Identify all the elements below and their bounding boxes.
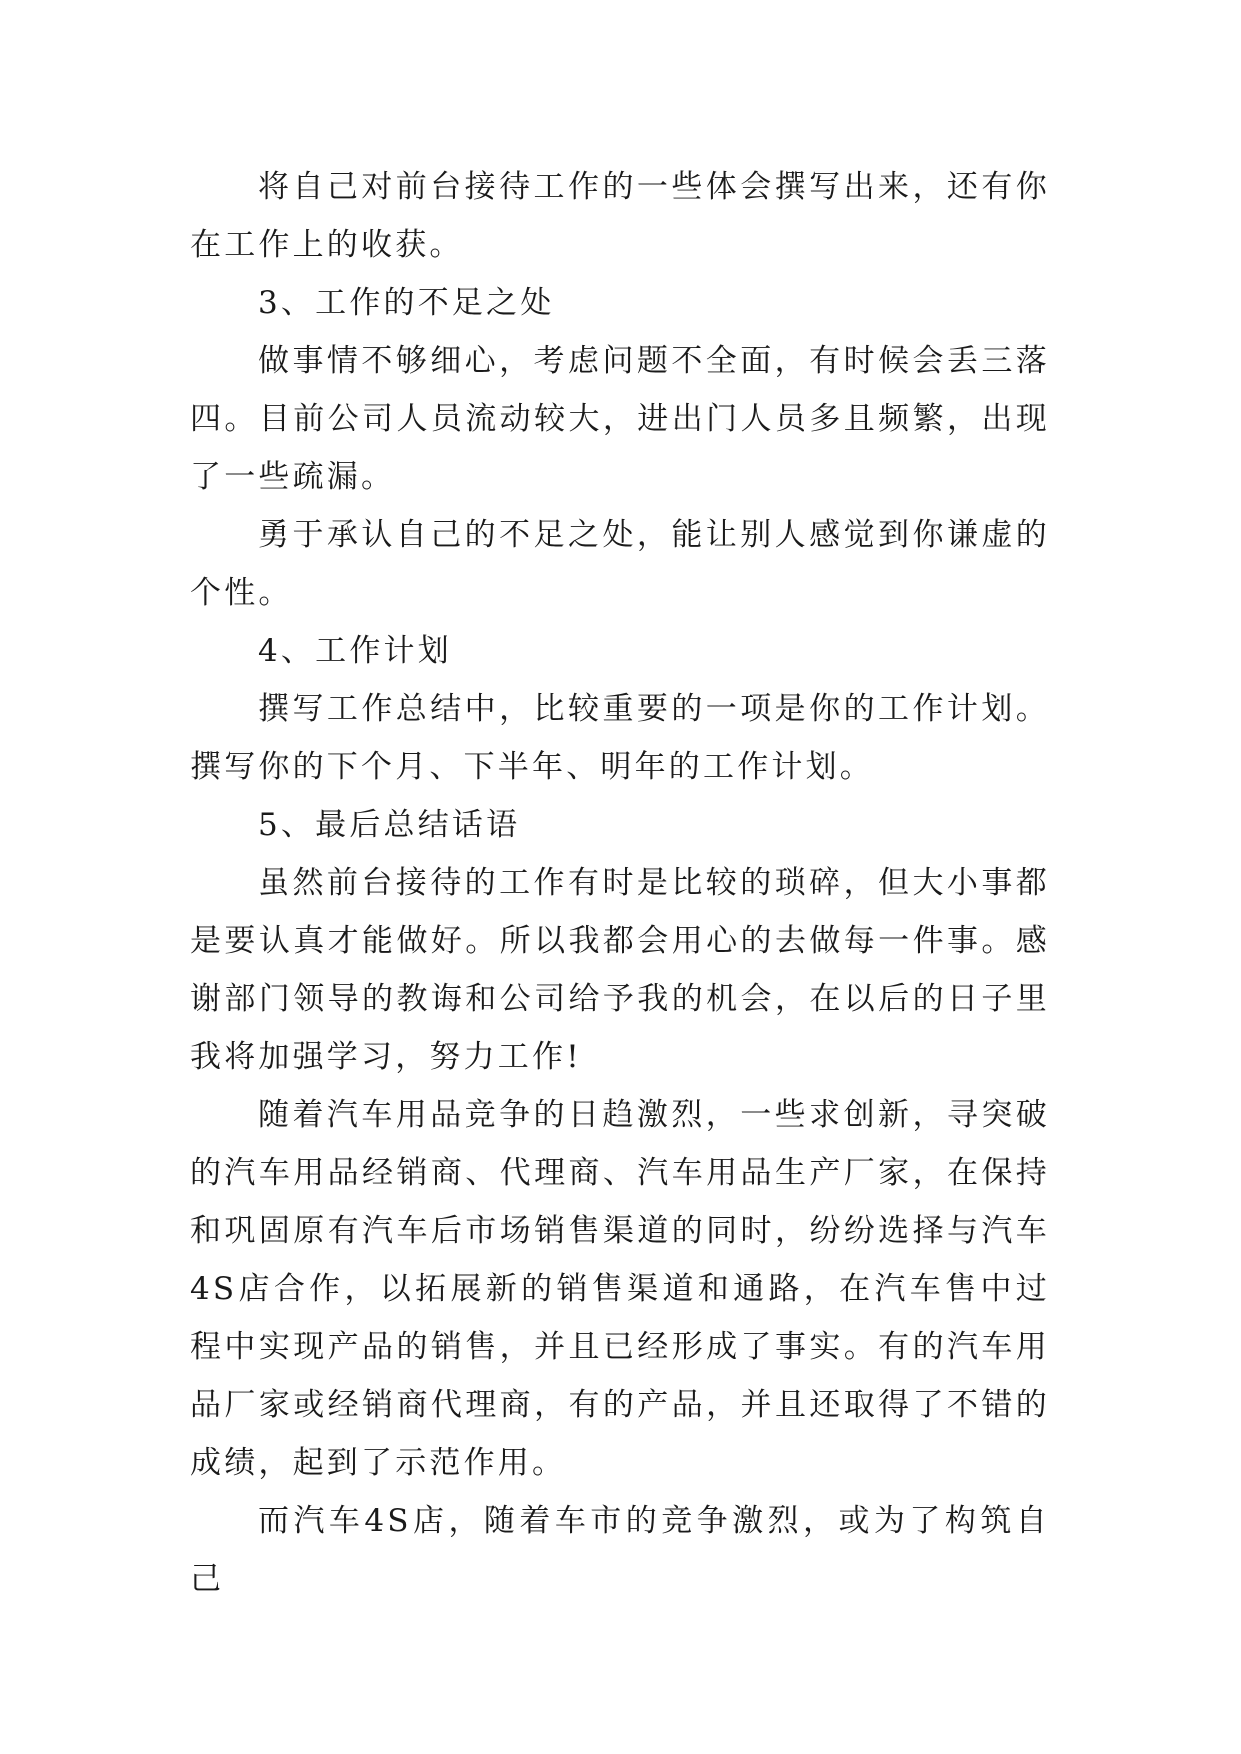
paragraph-work-plan: 撰写工作总结中，比较重要的一项是你的工作计划。撰写你的下个月、下半年、明年的工作计划。 xyxy=(190,691,1050,785)
heading-final-summary: 5、最后总结话语 xyxy=(258,807,521,843)
paragraph-experience: 将自己对前台接待工作的一些体会撰写出来，还有你在工作上的收获。 xyxy=(190,169,1050,263)
document-body xyxy=(190,158,1050,1608)
paragraph-shortcomings: 做事情不够细心，考虑问题不全面，有时候会丢三落四。目前公司人员流动较大，进出门人员多且频繁，出现了一些疏漏。 xyxy=(190,343,1050,495)
paragraph-4s-store: 而汽车4S店，随着车市的竞争激烈，或为了构筑自己 xyxy=(190,1503,1050,1597)
heading-work-plan: 4、工作计划 xyxy=(258,633,452,669)
heading-shortcomings: 3、工作的不足之处 xyxy=(258,285,555,321)
paragraph-auto-supplies: 随着汽车用品竞争的日趋激烈，一些求创新，寻突破的汽车用品经销商、代理商、汽车用品生产厂家，在保持和巩固原有汽车后市场销售渠道的同时，纷纷选择与汽车4S店合作，以拓展新的销售渠道和通路，在汽车售中过程中实现产品的销售，并且已经形成了事实。有的汽车用品厂家或经销商代理商，有的产品，并且还取得了不错的成绩，起到了示范作用。 xyxy=(190,1097,1050,1481)
paragraph-admit-shortcomings: 勇于承认自己的不足之处，能让别人感觉到你谦虚的个性。 xyxy=(190,517,1050,611)
paragraph-final-summary: 虽然前台接待的工作有时是比较的琐碎，但大小事都是要认真才能做好。所以我都会用心的去做每一件事。感谢部门领导的教诲和公司给予我的机会，在以后的日子里我将加强学习，努力工作! xyxy=(190,865,1050,1075)
